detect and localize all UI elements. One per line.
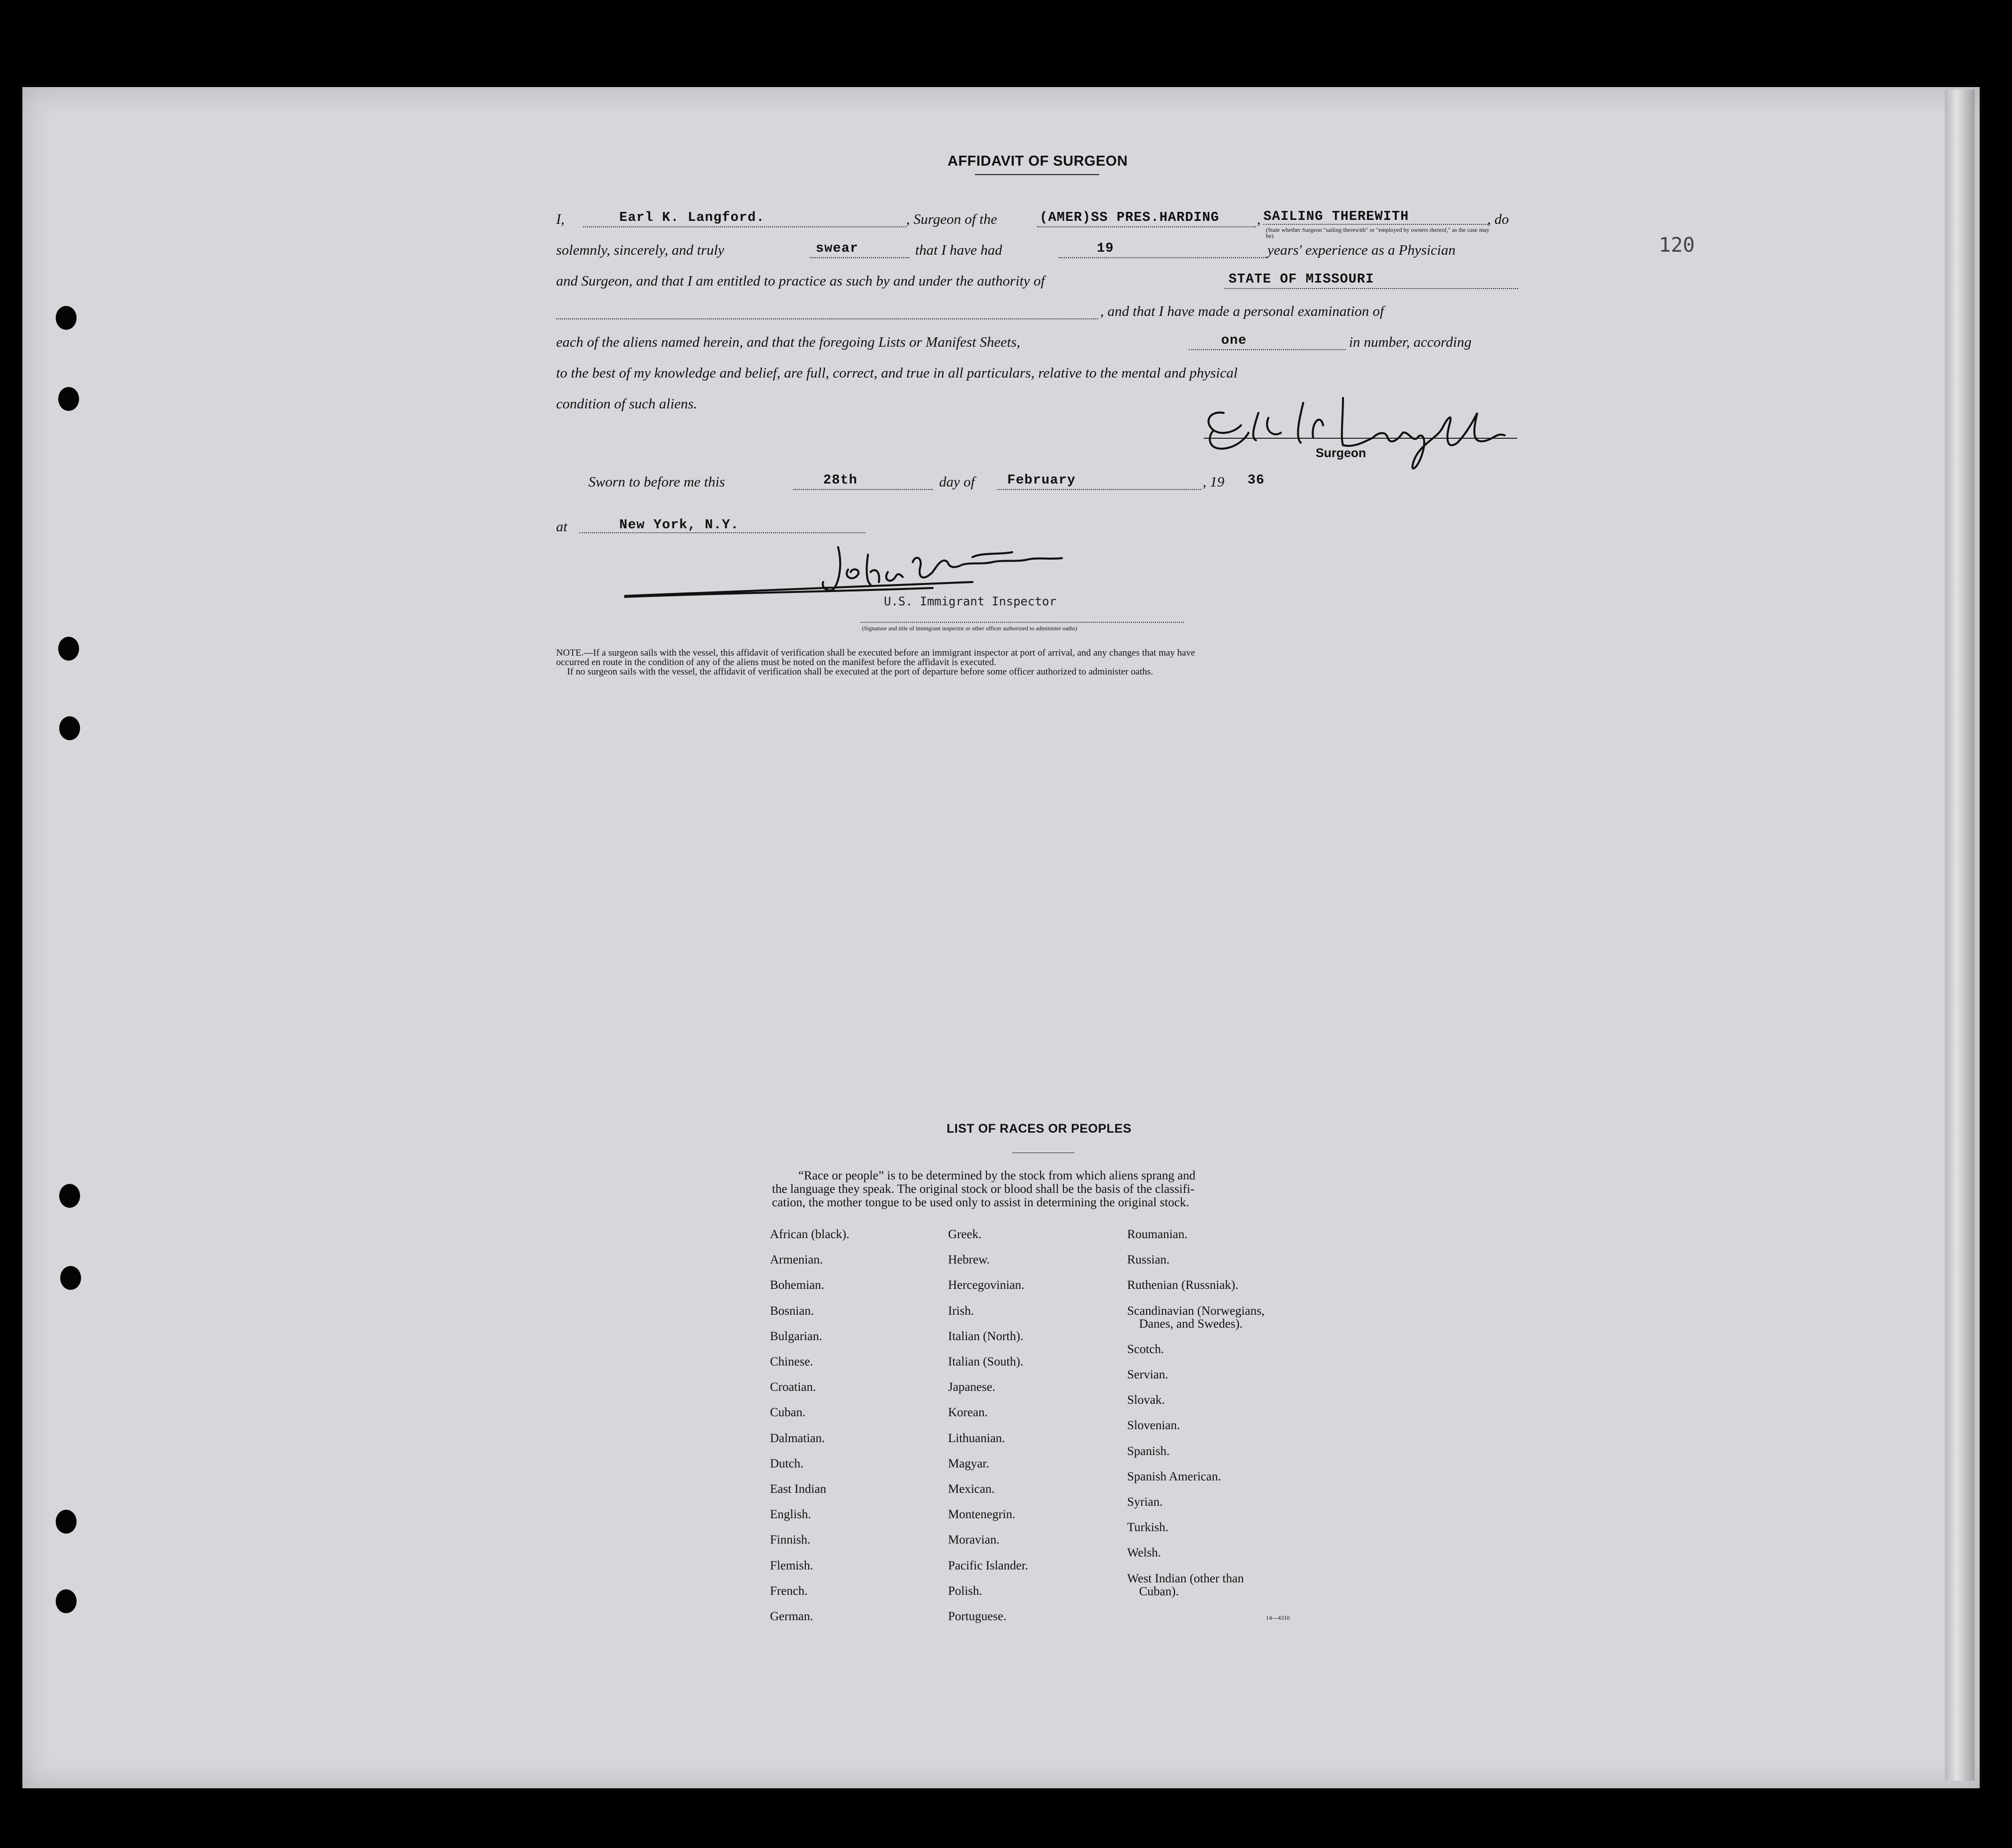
signature-line bbox=[861, 622, 1184, 623]
authority-value: STATE OF MISSOURI bbox=[1229, 272, 1374, 287]
race-item: Lithuanian. bbox=[948, 1432, 1005, 1445]
page-number: 120 bbox=[1659, 234, 1695, 257]
surgeon-signature bbox=[1194, 383, 1512, 478]
blank-line bbox=[793, 489, 933, 490]
sheets-value: one bbox=[1221, 333, 1247, 348]
race-item: Moravian. bbox=[948, 1533, 1000, 1547]
surgeon-name: Earl K. Langford. bbox=[619, 210, 765, 225]
race-item: Korean. bbox=[948, 1406, 988, 1419]
signature-caption: (Signature and title of immigrant inspector or other officer authorized to administer oaths) bbox=[862, 625, 1077, 632]
races-intro-3: cation, the mother tongue to be used only to assist in determining the original stock. bbox=[772, 1196, 1189, 1209]
race-item: English. bbox=[770, 1508, 811, 1521]
blank-line bbox=[997, 489, 1201, 490]
race-item: Servian. bbox=[1127, 1368, 1168, 1381]
race-item: Dalmatian. bbox=[770, 1432, 825, 1445]
race-item: Roumanian. bbox=[1127, 1228, 1188, 1241]
race-item: Portuguese. bbox=[948, 1610, 1007, 1623]
year-value: 36 bbox=[1247, 473, 1265, 488]
line5-end: in number, according bbox=[1349, 334, 1472, 350]
at-text: at bbox=[556, 519, 568, 535]
race-item: Hebrew. bbox=[948, 1253, 990, 1266]
month-value: February bbox=[1007, 473, 1076, 488]
blank-line bbox=[1037, 226, 1256, 227]
binder-hole bbox=[60, 1266, 81, 1290]
race-item: Pacific Islander. bbox=[948, 1559, 1029, 1572]
race-item: West Indian (other than bbox=[1127, 1572, 1244, 1585]
race-item: Scotch. bbox=[1127, 1343, 1164, 1356]
race-item: Russian. bbox=[1127, 1253, 1170, 1266]
note-line-3: If no surgeon sails with the vessel, the affidavit of verification shall be executed at the port of departure before some officer authorized to administer oaths. bbox=[567, 667, 1153, 677]
race-item: Mexican. bbox=[948, 1482, 995, 1496]
line2-mid: that I have had bbox=[915, 242, 1002, 258]
race-item: Slovak. bbox=[1127, 1393, 1165, 1407]
binder-hole bbox=[58, 387, 79, 411]
sailing-hint: (State whether Surgeon "sailing therewith" or "employed by owners thereof," as the case may be) bbox=[1266, 226, 1490, 239]
blank-line bbox=[1189, 349, 1345, 350]
race-item: African (black). bbox=[770, 1228, 850, 1241]
sailing-status: SAILING THEREWITH bbox=[1263, 209, 1409, 224]
blank-line bbox=[1225, 288, 1518, 289]
binder-hole bbox=[59, 716, 80, 740]
race-item: Cuban). bbox=[1139, 1585, 1179, 1598]
race-item: French. bbox=[770, 1584, 808, 1598]
race-item: Armenian. bbox=[770, 1253, 823, 1266]
race-item: Irish. bbox=[948, 1304, 974, 1318]
race-item: Magyar. bbox=[948, 1457, 989, 1470]
inspector-title: U.S. Immigrant Inspector bbox=[884, 594, 1056, 608]
line5-start: each of the aliens named herein, and that the foregoing Lists or Manifest Sheets, bbox=[556, 334, 1020, 350]
race-item: Spanish. bbox=[1127, 1445, 1170, 1458]
race-item: Spanish American. bbox=[1127, 1470, 1221, 1483]
sworn-text: Sworn to before me this bbox=[588, 474, 725, 490]
line6: to the best of my knowledge and belief, are full, correct, and true in all particulars, relative to the mental and physical bbox=[556, 365, 1238, 381]
line7: condition of such aliens. bbox=[556, 396, 697, 412]
page-stack-edge bbox=[1945, 90, 1975, 1781]
blank-line bbox=[810, 257, 909, 258]
vessel-name: (AMER)SS PRES.HARDING bbox=[1040, 210, 1220, 225]
surgeon-label: Surgeon bbox=[1316, 446, 1366, 460]
race-item: Finnish. bbox=[770, 1533, 811, 1547]
years-value: 19 bbox=[1097, 241, 1114, 256]
place-value: New York, N.Y. bbox=[619, 518, 739, 533]
day-value: 28th bbox=[823, 473, 858, 488]
race-item: Bohemian. bbox=[770, 1278, 825, 1292]
year-prefix: , 19 bbox=[1203, 474, 1225, 490]
race-item: Slovenian. bbox=[1127, 1419, 1180, 1432]
blank-line bbox=[579, 532, 865, 533]
races-intro-2: the language they speak. The original stock or blood shall be the basis of the classifi- bbox=[772, 1182, 1195, 1196]
line2-start: solemnly, sincerely, and truly bbox=[556, 242, 725, 258]
race-item: Hercegovinian. bbox=[948, 1278, 1025, 1292]
race-item: Dutch. bbox=[770, 1457, 804, 1470]
title-underline bbox=[975, 174, 1099, 175]
binder-hole bbox=[56, 306, 77, 330]
blank-line bbox=[1263, 224, 1490, 225]
race-item: Welsh. bbox=[1127, 1546, 1161, 1559]
races-title: LIST OF RACES OR PEOPLES bbox=[947, 1122, 1132, 1136]
race-item: German. bbox=[770, 1610, 813, 1623]
binder-hole bbox=[56, 1510, 77, 1534]
line3-start: and Surgeon, and that I am entitled to practice as such by and under the authority of bbox=[556, 273, 1045, 289]
race-item: Bulgarian. bbox=[770, 1330, 822, 1343]
binder-hole bbox=[59, 1184, 80, 1208]
race-item: Polish. bbox=[948, 1584, 982, 1598]
race-item: Croatian. bbox=[770, 1380, 816, 1394]
race-item: Syrian. bbox=[1127, 1495, 1163, 1509]
note-line-1: NOTE.—If a surgeon sails with the vessel, this affidavit of verification shall be executed before an immigrant inspector at port of arrival, and any changes that may have bbox=[556, 648, 1195, 658]
races-intro-1: “Race or people” is to be determined by the stock from which aliens sprang and bbox=[798, 1169, 1196, 1182]
blank-line bbox=[583, 226, 906, 227]
race-item: Scandinavian (Norwegians, bbox=[1127, 1304, 1265, 1318]
do-text: , do bbox=[1487, 211, 1509, 227]
race-item: Greek. bbox=[948, 1228, 982, 1241]
race-item: Chinese. bbox=[770, 1355, 813, 1368]
binder-hole bbox=[58, 637, 79, 661]
oath-word: swear bbox=[816, 241, 859, 256]
race-item: Flemish. bbox=[770, 1559, 813, 1572]
race-item: Montenegrin. bbox=[948, 1508, 1016, 1521]
race-item: Italian (South). bbox=[948, 1355, 1024, 1368]
form-code: 14—4310 bbox=[1266, 1614, 1290, 1621]
day-of-text: day of bbox=[939, 474, 975, 490]
blank-line bbox=[556, 318, 1098, 319]
line4-end: , and that I have made a personal examination of bbox=[1100, 303, 1384, 319]
surgeon-of-the-text: , Surgeon of the bbox=[906, 211, 997, 227]
race-item: Turkish. bbox=[1127, 1521, 1169, 1534]
race-item: Cuban. bbox=[770, 1406, 806, 1419]
race-item: Bosnian. bbox=[770, 1304, 814, 1318]
race-item: Danes, and Swedes). bbox=[1139, 1317, 1243, 1331]
lead-i: I, bbox=[556, 211, 565, 227]
note-line-2: occurred en route in the condition of any of the aliens must be noted on the manifest before the affidavit is executed. bbox=[556, 657, 996, 668]
race-item: Ruthenian (Russniak). bbox=[1127, 1278, 1239, 1292]
binder-hole bbox=[56, 1589, 77, 1613]
line2-end: years' experience as a Physician bbox=[1267, 242, 1456, 258]
comma: , bbox=[1257, 211, 1261, 227]
race-item: Italian (North). bbox=[948, 1330, 1024, 1343]
blank-line bbox=[1058, 257, 1267, 258]
race-item: East Indian bbox=[770, 1482, 827, 1496]
affidavit-title: AFFIDAVIT OF SURGEON bbox=[948, 153, 1128, 169]
race-item: Japanese. bbox=[948, 1380, 996, 1394]
